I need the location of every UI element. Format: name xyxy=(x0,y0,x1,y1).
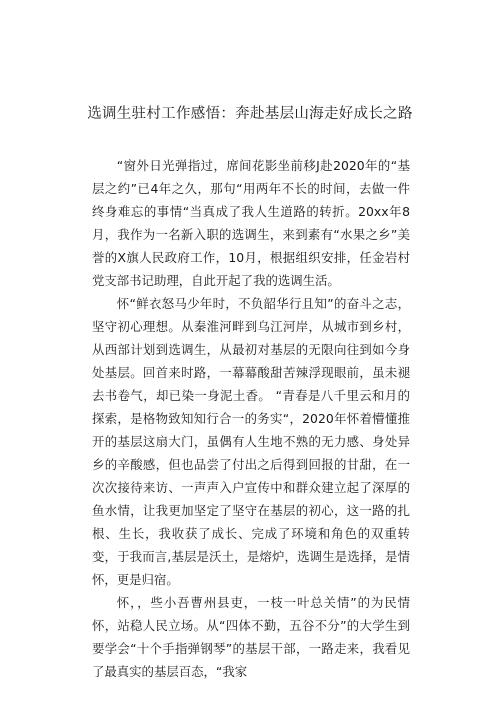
document-title: 选调生驻村工作感悟：奔赴基层山海走好成长之路 xyxy=(87,106,413,122)
paragraph-3: 怀，，些小吾曹州县吏，一枝一叶总关情”的为民情怀，站稳人民立场。从“四体不勤，五谷不分”的大学生到要学会“十个手指弹钢琴”的基层干部，一路走来，我看见了最真实的基层百态，“我家 xyxy=(92,595,410,679)
document-body xyxy=(92,154,410,683)
paragraph-1: “窗外日光弹指过，席间花影坐前移J赴2020年的“基层之约”已4年之久，那句“用两年不长的时间，去做一件终身难忘的事情“当真成了我人生道路的转折。20xx年8月，我作为一名新入职的选调生，来到素有“水果之乡”美誉的X旗人民政府工作，10月，根据组织安排，任金岩村党支部书记助理，自此开起了我的选调生活。 xyxy=(92,158,410,288)
paragraph-2: 怀“鲜衣怒马少年时，不负韶华行且知”的奋斗之志，坚守初心理想。从秦淮河畔到乌江河岸，从城市到乡村，从西部计划到选调生，从最初对基层的无限向往到如今身处基层。回首来时路，一幕幕酸甜苦辣浮现眼前，虽未褪去书卷气，却已染一身泥土香。 “青春是八千里云和月的探索，是格物致知知行合一的务实“，2020年怀着懵懂推开的基层这扇大门，虽偶有人生地不熟的无力感、身处异乡的辛酸感，但也品尝了付出之后得到回报的甘甜，在一次次接待来访、一声声入户宣传中和群众建立起了深厚的鱼水情，让我更加坚定了坚守在基层的初心，这一路的扎根、生长，我收获了成长、完成了环境和角色的双重转变，于我而言,基层是沃土，是熔炉，选调生是选择，是情怀，更是归宿。 xyxy=(92,296,410,587)
